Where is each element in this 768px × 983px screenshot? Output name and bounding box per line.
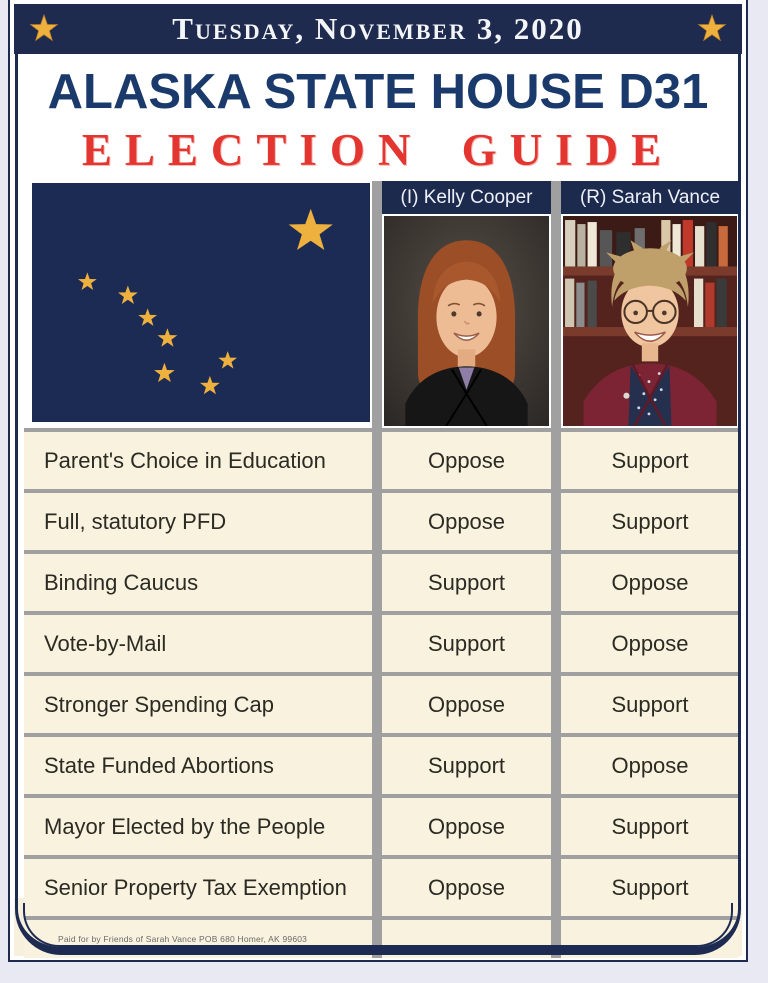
issue-label: Mayor Elected by the People [44,813,326,839]
banner-star-right-icon [696,13,728,45]
issue-cell [24,432,372,489]
issue-label: Senior Property Tax Exemption [44,874,347,900]
cooper-position-cell: Oppose [382,493,551,550]
footer-empty-vance-cell [561,920,739,958]
sarah-vance-photo [563,216,737,426]
kelly-cooper-photo [384,216,549,426]
issue-cell [24,493,372,550]
issue-cell [24,554,372,611]
alaska-flag [24,181,372,428]
cooper-position-cell: Oppose [382,676,551,733]
vance-position-cell: Support [561,676,739,733]
vance-position-cell: Oppose [561,737,739,794]
vance-position-cell: Support [561,432,739,489]
cooper-position-cell: Oppose [382,859,551,916]
vance-position-cell: Support [561,798,739,855]
issue-label: Binding Caucus [44,569,199,595]
candidate-cooper-name: (I) Kelly Cooper [382,181,551,214]
page-title: ALASKA STATE HOUSE D31 [47,65,709,119]
disclaimer-cell [24,920,372,958]
comparison-table [24,181,739,958]
vance-position-cell: Support [561,493,739,550]
candidate-cooper-header [382,181,551,428]
issue-cell [24,676,372,733]
cooper-position-cell: Support [382,554,551,611]
cooper-position-cell: Support [382,615,551,672]
issue-label: Parent's Choice in Education [44,447,326,473]
vance-position-cell: Oppose [561,615,739,672]
vance-position-cell: Oppose [561,554,739,611]
banner-star-left-icon [28,13,60,45]
flyer [8,0,748,962]
candidate-vance-header [561,181,739,428]
page-subtitle: ELECTION GUIDE [81,125,675,175]
issue-label: Stronger Spending Cap [44,691,274,717]
date-banner [14,4,742,54]
issue-label: Full, statutory PFD [44,508,227,534]
cooper-position-cell: Oppose [382,432,551,489]
issue-label: State Funded Abortions [44,752,274,778]
election-date: Tuesday, November 3, 2020 [172,11,584,46]
cooper-position-cell: Support [382,737,551,794]
issue-cell [24,737,372,794]
issue-cell [24,798,372,855]
issue-cell [24,615,372,672]
issue-cell [24,859,372,916]
vance-position-cell: Support [561,859,739,916]
issue-label: Vote-by-Mail [44,630,167,656]
cooper-position-cell: Oppose [382,798,551,855]
disclaimer-text: Paid for by Friends of Sarah Vance POB 680 Homer, AK 99603 [58,934,308,944]
footer-empty-cooper-cell [382,920,551,958]
candidate-vance-name: (R) Sarah Vance [561,181,739,214]
